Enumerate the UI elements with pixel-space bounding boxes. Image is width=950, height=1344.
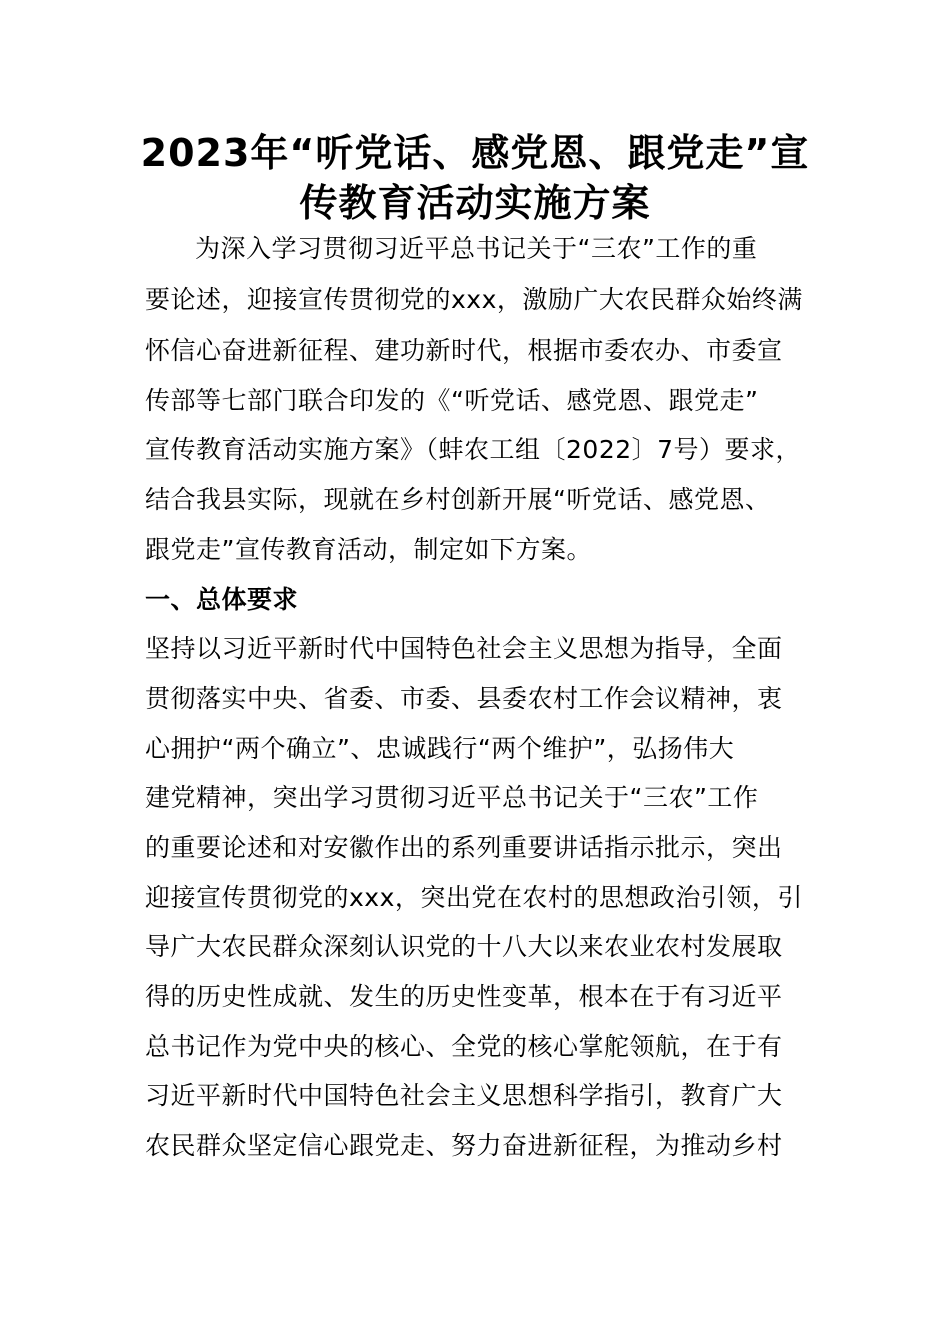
intro-line: 要论述，迎接宣传贯彻党的xxx，激励广大农民群众始终满 [145, 285, 803, 314]
body-line: 习近平新时代中国特色社会主义思想科学指引，教育广大 [145, 1081, 783, 1110]
body-line: 迎接宣传贯彻党的xxx，突出党在农村的思想政治引领，引 [145, 883, 803, 912]
body-line: 农民群众坚定信心跟党走、努力奋进新征程，为推动乡村 [145, 1131, 783, 1160]
intro-line: 跟党走”宣传教育活动，制定如下方案。 [145, 535, 592, 564]
document-title-line-1: 2023年“听党话、感党恩、跟党走”宣 [140, 131, 810, 175]
intro-line: 宣传教育活动实施方案》（蚌农工组〔2022〕7号）要求， [145, 435, 802, 464]
intro-line: 怀信心奋进新征程、建功新时代，根据市委农办、市委宣 [145, 336, 783, 365]
intro-line: 为深入学习贯彻习近平总书记关于“三农”工作的重 [195, 234, 758, 263]
body-line: 得的历史性成就、发生的历史性变革，根本在于有习近平 [145, 982, 783, 1011]
body-line: 导广大农民群众深刻认识党的十八大以来农业农村发展取 [145, 932, 783, 961]
document-title-line-2: 传教育活动实施方案 [299, 181, 651, 225]
body-line: 的重要论述和对安徽作出的系列重要讲话指示批示，突出 [145, 833, 783, 862]
body-line: 坚持以习近平新时代中国特色社会主义思想为指导，全面 [145, 634, 783, 663]
section-heading: 一、总体要求 [145, 585, 299, 614]
body-line: 贯彻落实中央、省委、市委、县委农村工作会议精神，衷 [145, 684, 783, 713]
body-line: 建党精神，突出学习贯彻习近平总书记关于“三农”工作 [145, 783, 759, 812]
body-line: 总书记作为党中央的核心、全党的核心掌舵领航，在于有 [145, 1032, 783, 1061]
intro-line: 结合我县实际，现就在乡村创新开展“听党话、感党恩、 [145, 485, 771, 514]
intro-line: 传部等七部门联合印发的《“听党话、感党恩、跟党走” [145, 386, 759, 415]
body-line: 心拥护“两个确立”、忠诚践行“两个维护”，弘扬伟大 [145, 734, 735, 763]
